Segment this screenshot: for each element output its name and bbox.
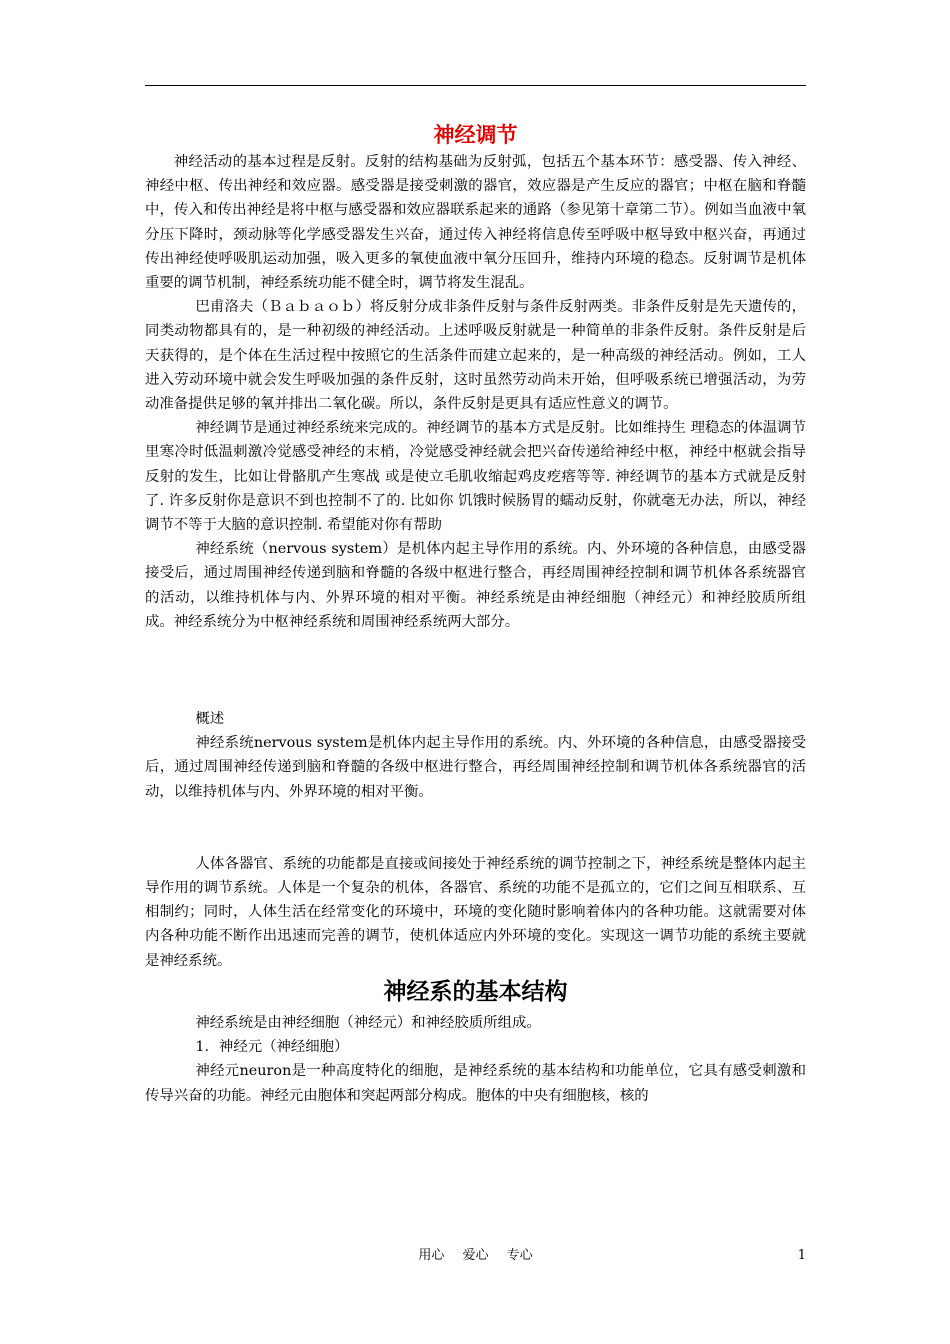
paragraph-pavlov: 巴甫洛夫（Ｂａｂａｏｂ）将反射分成非条件反射与条件反射两类。非条件反射是先天遗传的，同类动物都具有的，是一种初级的神经活动。上述呼吸反射就是一种简单的非条件反射。条件反射是后天获得的，是个体在生活过程中按照它的生活条件而建立起来的，是一种高级的神经活动。例如，工人进入劳动环境中就会发生呼吸加强的条件反射，这时虽然劳动尚未开始，但呼吸系统已增强活动，为劳动准备提供足够的氧并排出二氧化碳。所以，条件反射是更具有适应性意义的调节。: [145, 299, 806, 413]
footer-motto: 用心 爱心 专心: [418, 1248, 533, 1263]
paragraph-neuron: 神经元neuron是一种高度特化的细胞，是神经系统的基本结构和功能单位，它具有感受刺激和传导兴奋的功能。神经元由胞体和突起两部分构成。胞体的中央有细胞核，核的: [145, 1063, 806, 1104]
paragraph-body-systems: 人体各器官、系统的功能都是直接或间接处于神经系统的调节控制之下，神经系统是整体内起主导作用的调节系统。人体是一个复杂的机体，各器官、系统的功能不是孤立的，它们之间互相联系、互相制约；同时，人体生活在经常变化的环境中，环境的变化随时影响着体内的各种功能。这就需要对体内各种功能不断作出迅速而完善的调节，使机体适应内外环境的变化。实现这一调节功能的系统主要就是神经系统。: [145, 855, 806, 969]
header-rule: [145, 85, 806, 86]
spacer: [145, 804, 806, 852]
paragraph-neural-regulation: 神经调节是通过神经系统来完成的。神经调节的基本方式是反射。比如维持生 理稳态的体温调节里寒冷时低温刺激冷觉感受神经的末梢，冷觉感受神经就会把兴奋传递给神经中枢，神经中枢就会指导反射的发生，比如让骨骼肌产生寒战 或是使立毛肌收缩起鸡皮疙瘩等等. 神经调节的基本方式就是反射了. 许多反射你是意识不到也控制不了的. 比如你 饥饿时候肠胃的蠕动反射，你就毫无办法，所以，神经调节不等于大脑的意识控制. 希望能对你有帮助: [145, 420, 806, 534]
list-item-neuron: 1．神经元（神经细胞）: [195, 1039, 349, 1056]
page-title: 神经调节: [433, 123, 518, 147]
section-title: 神经系的基本结构: [383, 978, 568, 1005]
document-body: [145, 120, 806, 1108]
page-footer: [145, 1246, 806, 1266]
paragraph-reflex: 神经活动的基本过程是反射。反射的结构基础为反射弧，包括五个基本环节：感受器、传入神经、神经中枢、传出神经和效应器。感受器是接受刺激的器官，效应器是产生反应的器官；中枢在脑和脊髓中，传入和传出神经是将中枢与感受器和效应器联系起来的通路（参见第十章第二节）。例如当血液中氧分压下降时，颈动脉等化学感受器发生兴奋，通过传入神经将信息传至呼吸中枢导致中枢兴奋，再通过传出神经使呼吸肌运动加强，吸入更多的氧使血液中氧分压回升，维持内环境的稳态。反射调节是机体重要的调节机制，神经系统功能不健全时，调节将发生混乱。: [145, 154, 806, 292]
paragraph-overview: 神经系统nervous system是机体内起主导作用的系统。内、外环境的各种信息，由感受器接受后，通过周围神经传递到脑和脊髓的各级中枢进行整合，再经周围神经控制和调节机体各系统器官的活动，以维持机体与内、外界环境的相对平衡。: [145, 735, 806, 800]
paragraph-nervous-system: 神经系统（nervous system）是机体内起主导作用的系统。内、外环境的各种信息，由感受器接受后，通过周围神经传递到脑和脊髓的各级中枢进行整合，再经周围神经控制和调节机体各系统器官的活动，以维持机体与内、外界环境的相对平衡。神经系统是由神经细胞（神经元）和神经胶质所组成。神经系统分为中枢神经系统和周围神经系统两大部分。: [145, 541, 806, 630]
page-number: 1: [797, 1248, 806, 1263]
overview-label: 概述: [195, 711, 225, 728]
spacer: [145, 634, 806, 707]
paragraph-composition: 神经系统是由神经细胞（神经元）和神经胶质所组成。: [195, 1014, 541, 1031]
